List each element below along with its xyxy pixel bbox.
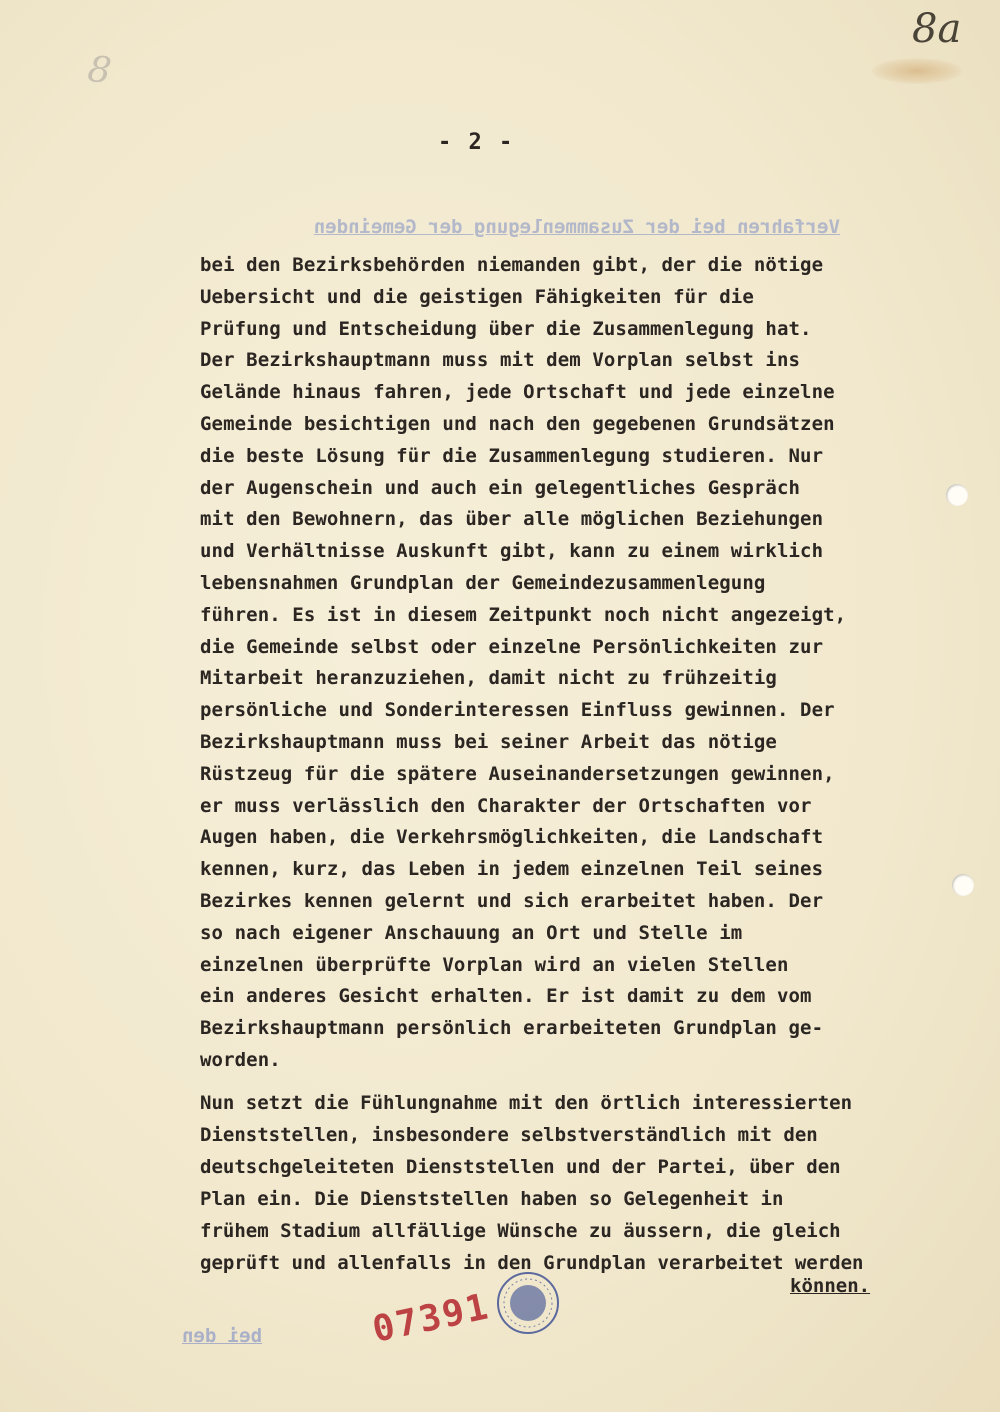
text-line: Rüstzeug für die spätere Auseinandersetzungen gewinnen, — [200, 762, 835, 785]
text-line: führen. Es ist in diesem Zeitpunkt noch nicht angezeigt, — [200, 603, 847, 626]
text-line: frühem Stadium allfällige Wünsche zu äussern, die gleich — [200, 1220, 841, 1242]
text-line: persönliche und Sonderinteressen Einfluss gewinnen. Der — [200, 699, 835, 722]
page-number: - 2 - — [438, 130, 515, 155]
text-line: bei den Bezirksbehörden niemanden gibt, der die nötige — [200, 254, 824, 276]
text-line: deutschgeleiteten Dienststellen und der Partei, über den — [200, 1156, 841, 1178]
text-line: mit den Bewohnern, das über alle möglichen Beziehungen — [200, 508, 824, 531]
punch-hole — [952, 874, 974, 896]
text-line: die beste Lösung für die Zusammenlegung studieren. Nur — [200, 444, 824, 467]
text-line: Augen haben, die Verkehrsmöglichkeiten, die Landschaft — [200, 826, 824, 849]
text-line: Dienststellen, insbesondere selbstverständlich mit den — [200, 1124, 818, 1146]
text-line: er muss verlässlich den Charakter der Ortschaften vor — [200, 794, 812, 817]
text-line: Bezirkshauptmann muss bei seiner Arbeit das nötige — [200, 730, 777, 753]
text-line: Plan ein. Die Dienststellen haben so Gelegenheit in — [200, 1188, 784, 1210]
text-line: Prüfung und Entscheidung über die Zusammenlegung hat. — [200, 317, 812, 340]
paper-stain — [872, 58, 962, 84]
text-line: Bezirkes kennen gelernt und sich erarbeitet haben. Der — [200, 889, 824, 912]
faint-folio-number: 8 — [85, 48, 114, 93]
punch-hole — [946, 484, 968, 506]
text-line: und Verhältnisse Auskunft gibt, kann zu einem wirklich — [200, 540, 824, 563]
text-line: Gelände hinaus fahren, jede Ortschaft und jede einzelne — [200, 381, 835, 404]
paragraph-2 — [200, 1087, 960, 1279]
text-line: Mitarbeit heranzuziehen, damit nicht zu frühzeitig — [200, 667, 777, 690]
text-line: Nun setzt die Fühlungnahme mit den örtlich interessierten — [200, 1092, 853, 1114]
text-line: lebensnahmen Grundplan der Gemeindezusammenlegung — [200, 571, 766, 594]
archive-seal-icon — [495, 1270, 561, 1336]
text-line: kennen, kurz, das Leben in jedem einzelnen Teil seines — [200, 858, 824, 881]
text-line: einzelnen überprüfte Vorplan wird an vielen Stellen — [200, 953, 789, 976]
text-line: die Gemeinde selbst oder einzelne Persönlichkeiten zur — [200, 635, 824, 658]
text-line: der Augenschein und auch ein gelegentliches Gespräch — [200, 476, 801, 499]
folio-number: 8a — [912, 6, 962, 52]
archive-number-stamp: 07391 — [369, 1286, 494, 1351]
closing-word: können. — [790, 1275, 871, 1297]
text-line: Bezirkshauptmann persönlich erarbeiteten Grundplan ge- — [200, 1017, 824, 1040]
text-line: Der Bezirkshauptmann muss mit dem Vorplan selbst ins — [200, 349, 801, 372]
text-line: Uebersicht und die geistigen Fähigkeiten für die — [200, 285, 754, 308]
text-line: ein anderes Gesicht erhalten. Er ist damit zu dem vom — [200, 985, 812, 1008]
paragraph-1 — [200, 250, 960, 1077]
text-line: geprüft und allenfalls in den Grundplan verarbeitet werden — [200, 1252, 864, 1274]
bleed-through-footer: bei den — [182, 1325, 263, 1347]
text-line: so nach eigener Anschauung an Ort und Stelle im — [200, 921, 743, 944]
bleed-through-heading: Verfahren bei der Zusammenlegung der Gemeinden — [313, 216, 840, 238]
text-line: worden. — [200, 1048, 281, 1071]
text-line: Gemeinde besichtigen und nach den gegebenen Grundsätzen — [200, 412, 835, 435]
